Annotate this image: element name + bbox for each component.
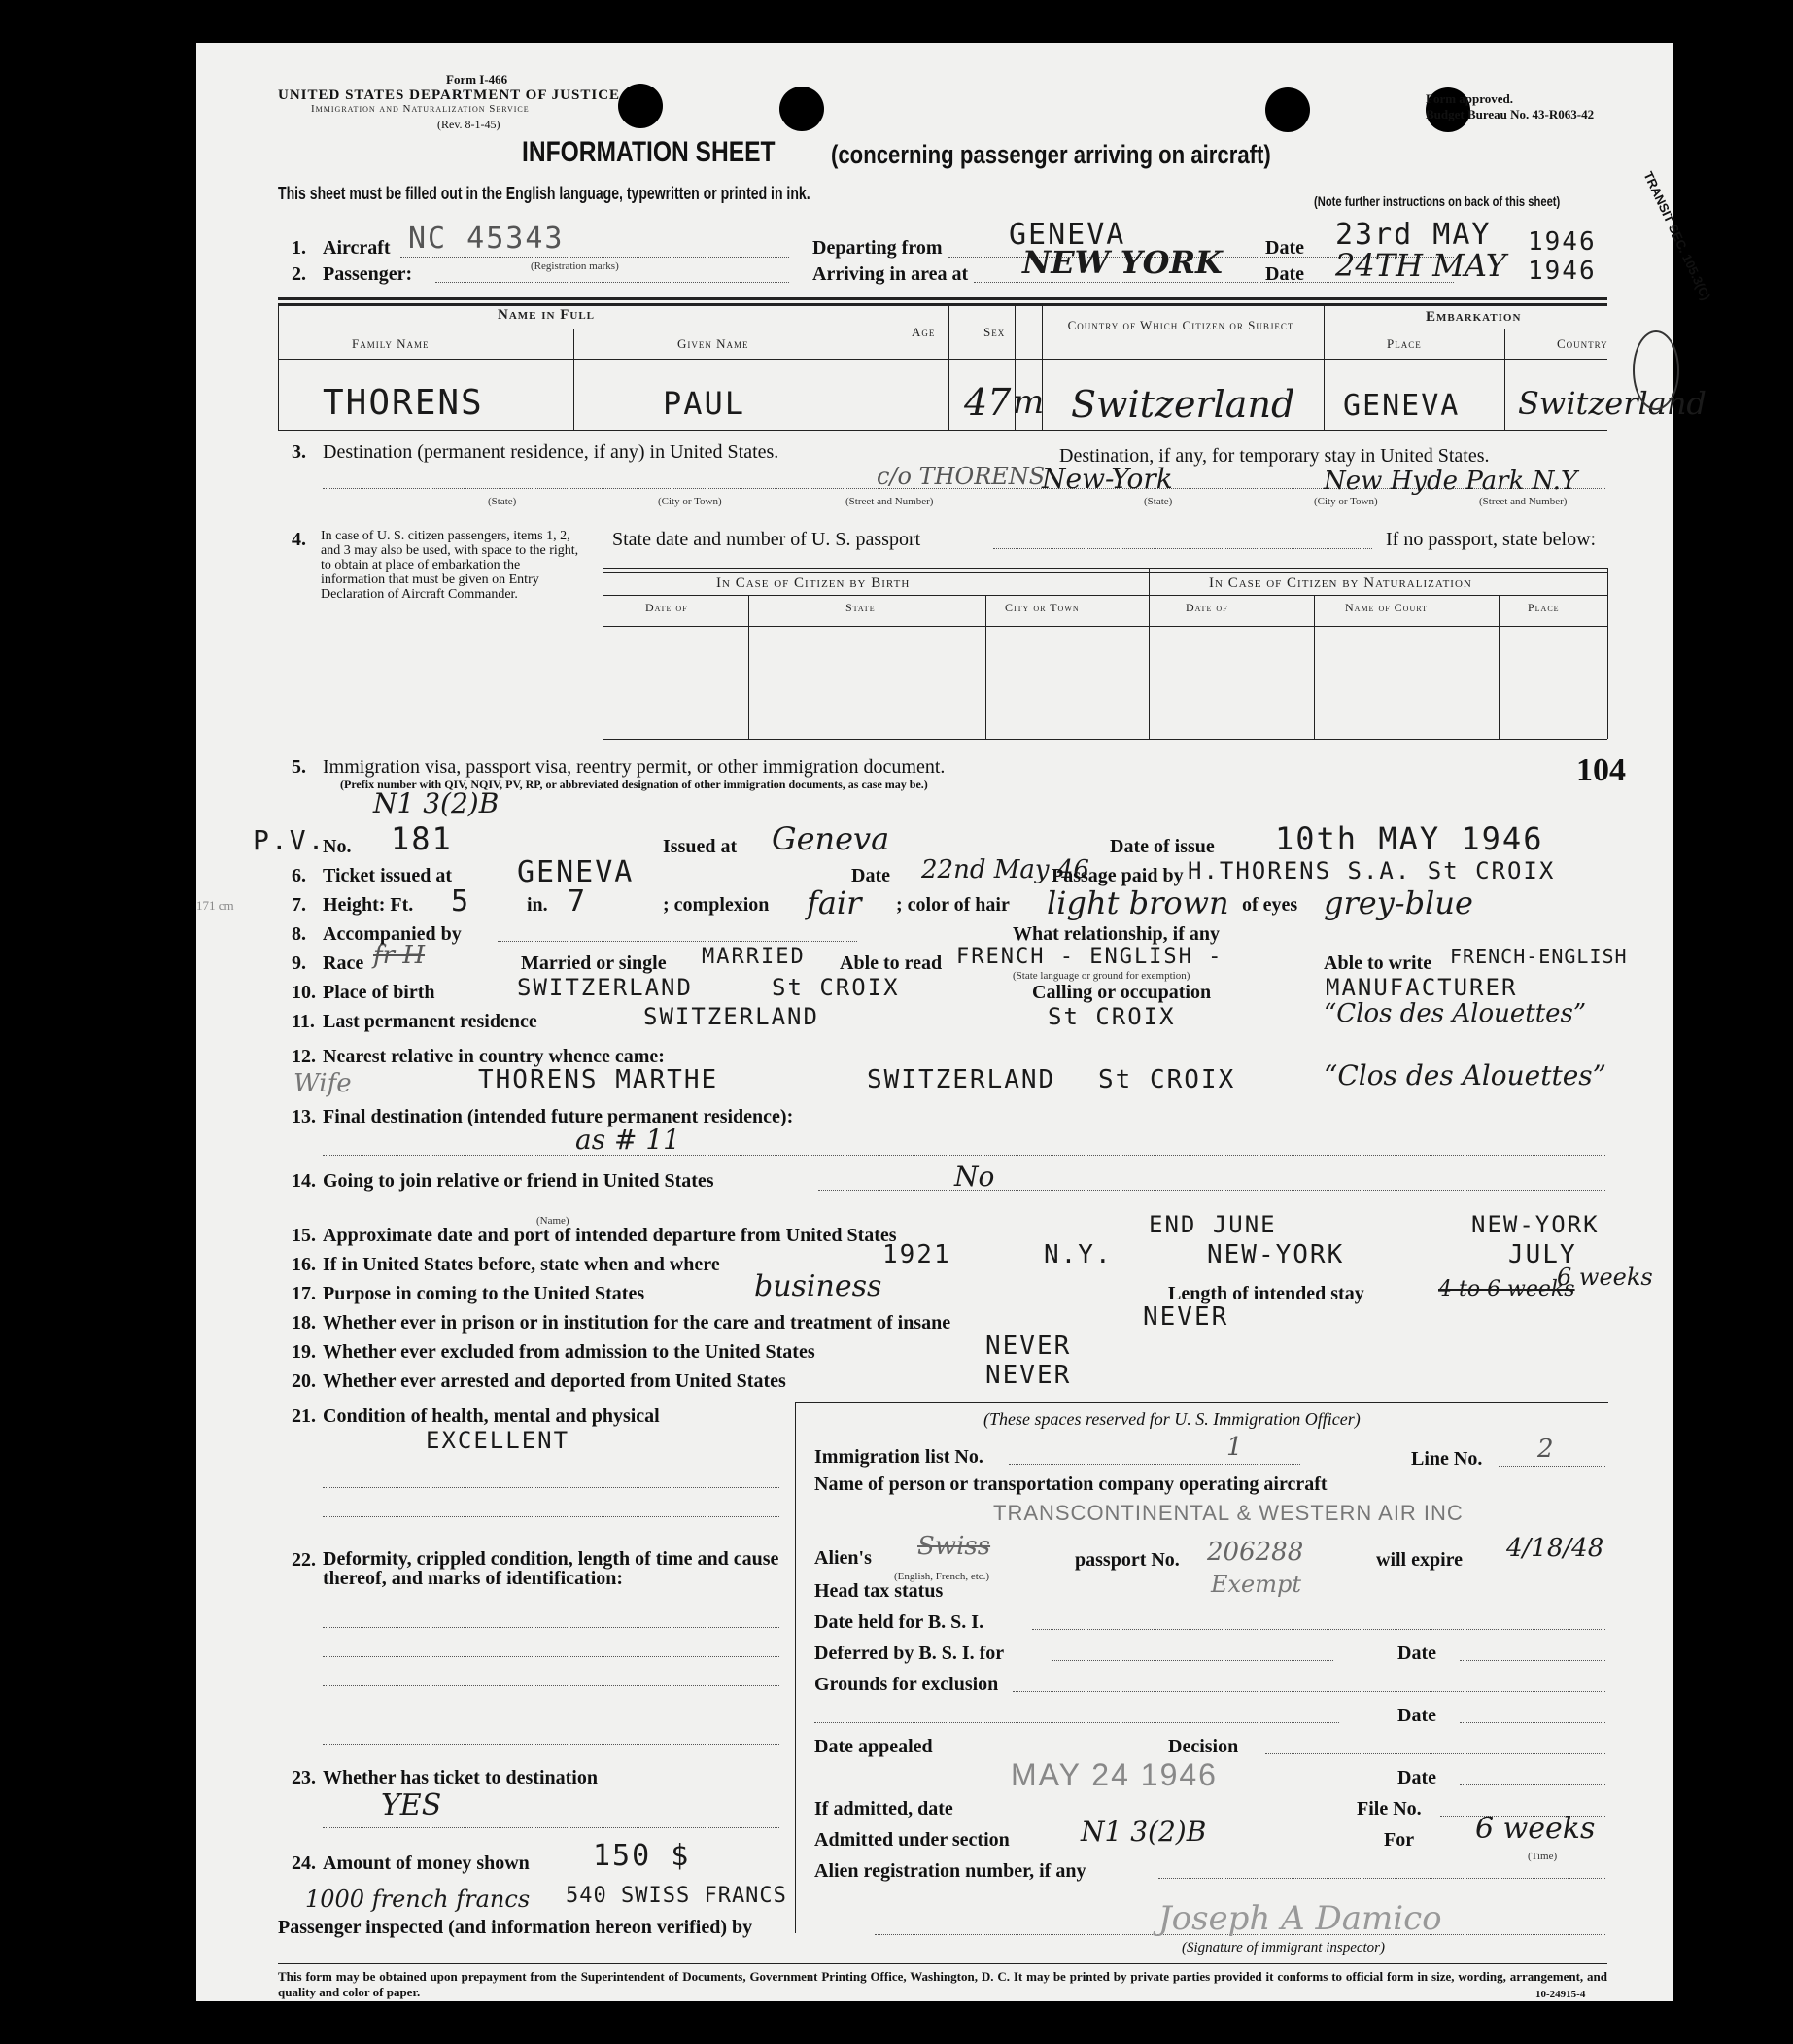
occupation-value[interactable]: MANUFACTURER	[1326, 974, 1518, 1001]
hair-color-label: ; color of hair	[896, 894, 1010, 916]
citizenship-header: Country of Which Citizen or Subject	[1067, 318, 1294, 332]
relative-city-value[interactable]: St CROIX	[1098, 1065, 1236, 1094]
punch-hole	[1265, 87, 1310, 132]
head-tax-label: Head tax status	[814, 1580, 944, 1602]
family-name-header: Family Name	[352, 336, 430, 351]
pv-prefix: P.V.	[253, 824, 327, 856]
inches-label: in.	[527, 894, 548, 916]
item-number: 15.	[292, 1225, 316, 1246]
issued-at-value[interactable]: Geneva	[772, 820, 890, 857]
item-number: 20.	[292, 1370, 316, 1392]
money-french-francs-value[interactable]: 1000 french francs	[305, 1886, 531, 1913]
departure-year[interactable]: 1946	[1528, 227, 1597, 257]
city-caption: (City or Town)	[1314, 496, 1378, 507]
given-name-header: Given Name	[677, 336, 749, 351]
passport-number-value[interactable]: 206288	[1207, 1538, 1304, 1567]
form-approved: Form approved.	[1426, 91, 1514, 106]
height-inches-value[interactable]: 7	[568, 884, 588, 918]
item-number: 9.	[292, 953, 306, 974]
ticket-date-value[interactable]: 22nd May 46	[921, 855, 1089, 884]
form-subtitle: (concerning passenger arriving on aircraft)	[831, 140, 1271, 169]
signature-caption: (Signature of immigrant inspector)	[1182, 1940, 1386, 1956]
birthplace-country-value[interactable]: SWITZERLAND	[517, 974, 693, 1001]
aliens-nationality-value[interactable]: Swiss	[917, 1532, 991, 1561]
purpose-label: Purpose in coming to the United States	[323, 1283, 645, 1304]
family-name-value[interactable]: THORENS	[323, 383, 484, 423]
place-column-header: Place	[1528, 601, 1560, 614]
state-column-header: State	[845, 601, 876, 614]
citizen-by-naturalization-header: In Case of Citizen by Naturalization	[1209, 575, 1472, 591]
deported-value[interactable]: NEVER	[985, 1361, 1072, 1390]
complexion-label: ; complexion	[663, 894, 770, 916]
departing-value[interactable]: GENEVA	[1009, 218, 1126, 252]
destination-care-of-value[interactable]: c/o THORENS	[877, 463, 1046, 490]
admitted-section-value[interactable]: N1 3(2)B	[1081, 1816, 1207, 1848]
passenger-label: Passenger:	[323, 263, 413, 285]
join-relative-value[interactable]: No	[954, 1161, 995, 1193]
departure-port-value[interactable]: NEW-YORK	[1471, 1211, 1600, 1238]
previous-visit-month-value[interactable]: JULY	[1508, 1240, 1577, 1269]
able-to-write-value[interactable]: FRENCH-ENGLISH	[1450, 945, 1628, 968]
departing-label: Departing from	[812, 237, 943, 259]
prison-value[interactable]: NEVER	[1143, 1302, 1229, 1332]
embarkation-header: Embarkation	[1426, 309, 1522, 325]
item-number: 2.	[292, 263, 306, 285]
citizenship-value[interactable]: Switzerland	[1071, 383, 1295, 426]
nearest-relative-label: Nearest relative in country whence came:	[323, 1046, 665, 1067]
line-number-label: Line No.	[1411, 1448, 1483, 1470]
nationality-caption: (English, French, etc.)	[894, 1571, 990, 1582]
date-appealed-label: Date appealed	[814, 1736, 933, 1757]
registration-caption: (Registration marks)	[531, 260, 619, 272]
date-label: Date	[1397, 1643, 1436, 1664]
last-residence-label: Last permanent residence	[323, 1011, 537, 1032]
date-label: Date	[1397, 1767, 1436, 1788]
immigration-list-label: Immigration list No.	[814, 1446, 983, 1468]
punch-hole	[618, 84, 663, 128]
date-label: Date	[1265, 237, 1304, 259]
item-number: 19.	[292, 1341, 316, 1363]
admission-date-stamp: MAY 24 1946	[1011, 1757, 1218, 1792]
name-caption: (Name)	[536, 1215, 569, 1227]
transit-stamp: TRANSIT SEC. 105.3(C)	[1640, 169, 1714, 303]
passport-number-label: passport No.	[1075, 1549, 1180, 1571]
decision-label: Decision	[1168, 1736, 1239, 1757]
item-number: 7.	[292, 894, 306, 916]
relative-name-value[interactable]: THORENS MARTHE	[478, 1065, 719, 1094]
age-value[interactable]: 47	[964, 381, 1012, 424]
operating-company-value[interactable]: TRANSCONTINENTAL & WESTERN AIR INC	[993, 1501, 1464, 1525]
head-tax-value[interactable]: Exempt	[1211, 1571, 1302, 1598]
form-number: Form I-466	[446, 72, 508, 87]
last-residence-country-value[interactable]: SWITZERLAND	[643, 1003, 819, 1030]
destination-label: Destination (permanent residence, if any) in United States.	[323, 441, 779, 463]
admitted-for-value[interactable]: 6 weeks	[1475, 1812, 1596, 1846]
prison-label: Whether ever in prison or in institution for the care and treatment of insane	[323, 1312, 951, 1334]
item-number: 4.	[292, 529, 306, 550]
budget-bureau-number: Budget Bureau No. 43-R063-42	[1426, 107, 1595, 121]
height-label: Height: Ft.	[323, 894, 414, 916]
footer-legal-text: This form may be obtained upon prepayment from the Superintendent of Documents, Government Printing Office, Washington, D. C. It may be printed by private parties provided it conforms to official form in size, wording, arrangement, and quality and color of paper.	[278, 1969, 1607, 1999]
destination-city-value[interactable]: New-York	[1042, 463, 1173, 495]
passage-paid-value[interactable]: H.THORENS S.A. St CROIX	[1188, 857, 1556, 884]
department-name: UNITED STATES DEPARTMENT OF JUSTICE	[278, 87, 621, 103]
item-number: 17.	[292, 1283, 316, 1304]
excluded-label: Whether ever excluded from admission to the United States	[323, 1341, 815, 1363]
citizen-passenger-note: In case of U. S. citizen passengers, items 1, 2, and 3 may also be used, with space to the right, to obtain at place of embarkation the information that must be given on Entry Declaration of Aircraft Commander.	[321, 529, 579, 602]
departure-plan-label: Approximate date and port of intended departure from United States	[323, 1225, 897, 1246]
temporary-destination-label: Destination, if any, for temporary stay in United States.	[1059, 445, 1490, 467]
able-to-read-label: Able to read	[840, 953, 943, 974]
back-note: (Note further instructions on back of this sheet)	[1314, 193, 1561, 209]
street-caption: (Street and Number)	[1479, 496, 1568, 507]
length-of-stay-label: Length of intended stay	[1168, 1283, 1364, 1304]
punch-hole	[779, 87, 824, 131]
race-value[interactable]: fr H	[373, 941, 425, 970]
visa-number-label: No.	[323, 836, 352, 857]
final-destination-label: Final destination (intended future permanent residence):	[323, 1106, 794, 1127]
no-passport-label: If no passport, state below:	[1386, 529, 1597, 550]
inspector-signature: Joseph A Damico	[1158, 1899, 1442, 1938]
departure-date-value[interactable]: 23rd MAY	[1335, 218, 1492, 252]
aircraft-label: Aircraft	[323, 237, 391, 259]
health-label: Condition of health, mental and physical	[323, 1405, 660, 1427]
oval-mark	[1633, 330, 1679, 410]
operating-company-label: Name of person or transportation company operating aircraft	[814, 1473, 1328, 1495]
previous-visit-label: If in United States before, state when and where	[323, 1254, 720, 1275]
date-of-issue-value[interactable]: 10th MAY 1946	[1275, 820, 1544, 857]
grounds-exclusion-label: Grounds for exclusion	[814, 1674, 999, 1695]
marital-status-value[interactable]: MARRIED	[702, 945, 806, 969]
item-number: 21.	[292, 1405, 316, 1427]
line-number-value[interactable]: 2	[1537, 1435, 1554, 1464]
street-caption: (Street and Number)	[845, 496, 934, 507]
item-number: 23.	[292, 1767, 316, 1788]
last-residence-street-value[interactable]: “Clos des Alouettes”	[1324, 999, 1587, 1028]
money-swiss-francs-value[interactable]: 540 SWISS FRANCS	[566, 1884, 787, 1908]
form-instructions: This sheet must be filled out in the English language, typewritten or printed in ink.	[278, 184, 810, 203]
money-label: Amount of money shown	[323, 1853, 530, 1874]
admitted-date-label: If admitted, date	[814, 1798, 953, 1819]
ticket-issued-value[interactable]: GENEVA	[517, 855, 635, 889]
sex-header: Sex	[983, 325, 1006, 339]
hair-color-value[interactable]: light brown	[1047, 884, 1229, 921]
money-value[interactable]: 150 $	[593, 1839, 691, 1873]
complexion-value[interactable]: fair	[807, 884, 862, 921]
immigration-document-sublabel: (Prefix number with QIV, NQIV, PV, RP, or abbreviated designation of other immigration documents, as case may be.)	[340, 778, 928, 791]
last-residence-city-value[interactable]: St CROIX	[1048, 1003, 1176, 1030]
language-caption: (State language or ground for exemption)	[1013, 970, 1190, 982]
place-header: Place	[1387, 336, 1422, 351]
item-number: 6.	[292, 865, 306, 886]
accompanied-by-label: Accompanied by	[323, 923, 462, 945]
occupation-label: Calling or occupation	[1032, 982, 1212, 1003]
immigration-document-label: Immigration visa, passport visa, reentry permit, or other immigration document.	[323, 756, 946, 778]
birthplace-city-value[interactable]: St CROIX	[772, 974, 900, 1001]
relative-street-value[interactable]: “Clos des Alouettes”	[1324, 1059, 1606, 1091]
length-of-stay-struck-value: 4 to 6 weeks	[1438, 1277, 1575, 1301]
visa-number-value[interactable]: 181	[391, 820, 453, 857]
arrival-date-value[interactable]: 24TH MAY	[1335, 247, 1506, 284]
race-label: Race	[323, 953, 364, 974]
date-label: Date	[1397, 1705, 1436, 1726]
information-sheet-form	[196, 43, 1714, 2001]
city-caption: (City or Town)	[658, 496, 722, 507]
item-number: 22.	[292, 1549, 316, 1571]
document-stamp-number: 104	[1576, 752, 1626, 788]
visa-class-value[interactable]: N1 3(2)B	[373, 787, 500, 819]
birthplace-label: Place of birth	[323, 982, 435, 1003]
item-number: 1.	[292, 237, 306, 259]
item-number: 8.	[292, 923, 306, 945]
file-number-label: File No.	[1357, 1798, 1422, 1819]
eye-color-label: of eyes	[1242, 894, 1298, 916]
deferred-label: Deferred by B. S. I. for	[814, 1643, 1005, 1664]
issued-at-label: Issued at	[663, 836, 738, 857]
previous-visit-city-value[interactable]: NEW-YORK	[1207, 1240, 1345, 1269]
footer-code: 10-24915-4	[1535, 1989, 1586, 2000]
ticket-destination-value[interactable]: YES	[381, 1788, 442, 1822]
item-number: 13.	[292, 1106, 316, 1127]
form-title: INFORMATION SHEET	[522, 136, 776, 168]
court-column-header: Name of Court	[1345, 601, 1428, 614]
item-number: 5.	[292, 756, 306, 778]
form-revision: (Rev. 8-1-45)	[437, 118, 500, 131]
passage-paid-label: Passage paid by	[1052, 865, 1184, 886]
previous-visit-year-value[interactable]: 1921	[882, 1240, 951, 1269]
item-number: 18.	[292, 1312, 316, 1334]
purpose-value[interactable]: business	[754, 1269, 882, 1303]
time-caption: (Time)	[1528, 1851, 1558, 1862]
name-in-full-header: Name in Full	[498, 307, 596, 323]
health-value[interactable]: EXCELLENT	[426, 1427, 570, 1454]
immigration-list-value[interactable]: 1	[1226, 1433, 1243, 1462]
given-name-value[interactable]: PAUL	[663, 385, 746, 422]
date-column-header: Date of	[1186, 601, 1228, 614]
previous-visit-state-value[interactable]: N.Y.	[1044, 1240, 1113, 1269]
item-number: 3.	[292, 441, 306, 463]
height-margin-note: 171 cm	[196, 898, 234, 913]
state-caption: (State)	[488, 496, 517, 507]
us-passport-label: State date and number of U. S. passport	[612, 529, 921, 550]
aircraft-registration-value[interactable]: NC 45343	[408, 222, 565, 256]
citizen-by-birth-header: In Case of Citizen by Birth	[716, 575, 911, 591]
bsi-held-label: Date held for B. S. I.	[814, 1611, 984, 1633]
length-of-stay-value[interactable]: 6 weeks	[1557, 1264, 1653, 1291]
item-number: 11.	[292, 1011, 315, 1032]
embarkation-place-value[interactable]: GENEVA	[1343, 389, 1461, 423]
ticket-issued-label: Ticket issued at	[323, 865, 452, 886]
expiry-label: will expire	[1376, 1549, 1464, 1571]
embarkation-country-value[interactable]: Switzerland	[1518, 385, 1707, 422]
final-destination-value[interactable]: as # 11	[575, 1124, 680, 1156]
expiry-value[interactable]: 4/18/48	[1506, 1534, 1604, 1563]
temporary-destination-value[interactable]: New Hyde Park N.Y	[1324, 467, 1578, 496]
marital-status-label: Married or single	[521, 953, 667, 974]
for-label: For	[1384, 1829, 1415, 1851]
state-caption: (State)	[1144, 496, 1173, 507]
item-number: 16.	[292, 1254, 316, 1275]
admitted-section-label: Admitted under section	[814, 1829, 1010, 1851]
date-column-header: Date of	[645, 601, 688, 614]
sex-value[interactable]: m	[1013, 383, 1045, 422]
deformity-label: Deformity, crippled condition, length of time and cause thereof, and marks of identification:	[323, 1548, 779, 1589]
join-relative-label: Going to join relative or friend in United States	[323, 1170, 714, 1192]
item-number: 10.	[292, 982, 316, 1003]
relative-relationship-value[interactable]: Wife	[293, 1069, 352, 1098]
arriving-label: Arriving in area at	[812, 263, 969, 285]
arriving-value[interactable]: NEW YORK	[1022, 244, 1223, 281]
deported-label: Whether ever arrested and deported from United States	[323, 1370, 786, 1392]
date-label: Date	[1265, 263, 1304, 285]
departure-date-plan-value[interactable]: END JUNE	[1149, 1211, 1277, 1238]
relative-country-value[interactable]: SWITZERLAND	[867, 1065, 1056, 1094]
date-of-issue-label: Date of issue	[1110, 836, 1215, 857]
age-header: Age	[912, 325, 936, 339]
arrival-year[interactable]: 1946	[1528, 257, 1597, 286]
item-number: 12.	[292, 1046, 316, 1067]
alien-registration-label: Alien registration number, if any	[814, 1860, 1086, 1882]
date-label: Date	[851, 865, 890, 886]
inspected-by-label: Passenger inspected (and information hereon verified) by	[278, 1917, 753, 1938]
height-feet-value[interactable]: 5	[451, 884, 471, 918]
able-to-read-value[interactable]: FRENCH - ENGLISH -	[956, 945, 1224, 969]
city-column-header: City or Town	[1005, 601, 1080, 614]
item-number: 14.	[292, 1170, 316, 1192]
eye-color-value[interactable]: grey-blue	[1324, 884, 1473, 921]
ticket-destination-label: Whether has ticket to destination	[323, 1767, 598, 1788]
officer-reserved-note: (These spaces reserved for U. S. Immigration Officer)	[983, 1409, 1361, 1429]
country-header: Country	[1557, 336, 1608, 351]
item-number: 24.	[292, 1853, 316, 1874]
relationship-label: What relationship, if any	[1013, 923, 1220, 945]
able-to-write-label: Able to write	[1324, 953, 1432, 974]
service-name: Immigration and Naturalization Service	[311, 103, 530, 115]
aliens-nationality-label: Alien's	[814, 1547, 872, 1569]
excluded-value[interactable]: NEVER	[985, 1332, 1072, 1361]
